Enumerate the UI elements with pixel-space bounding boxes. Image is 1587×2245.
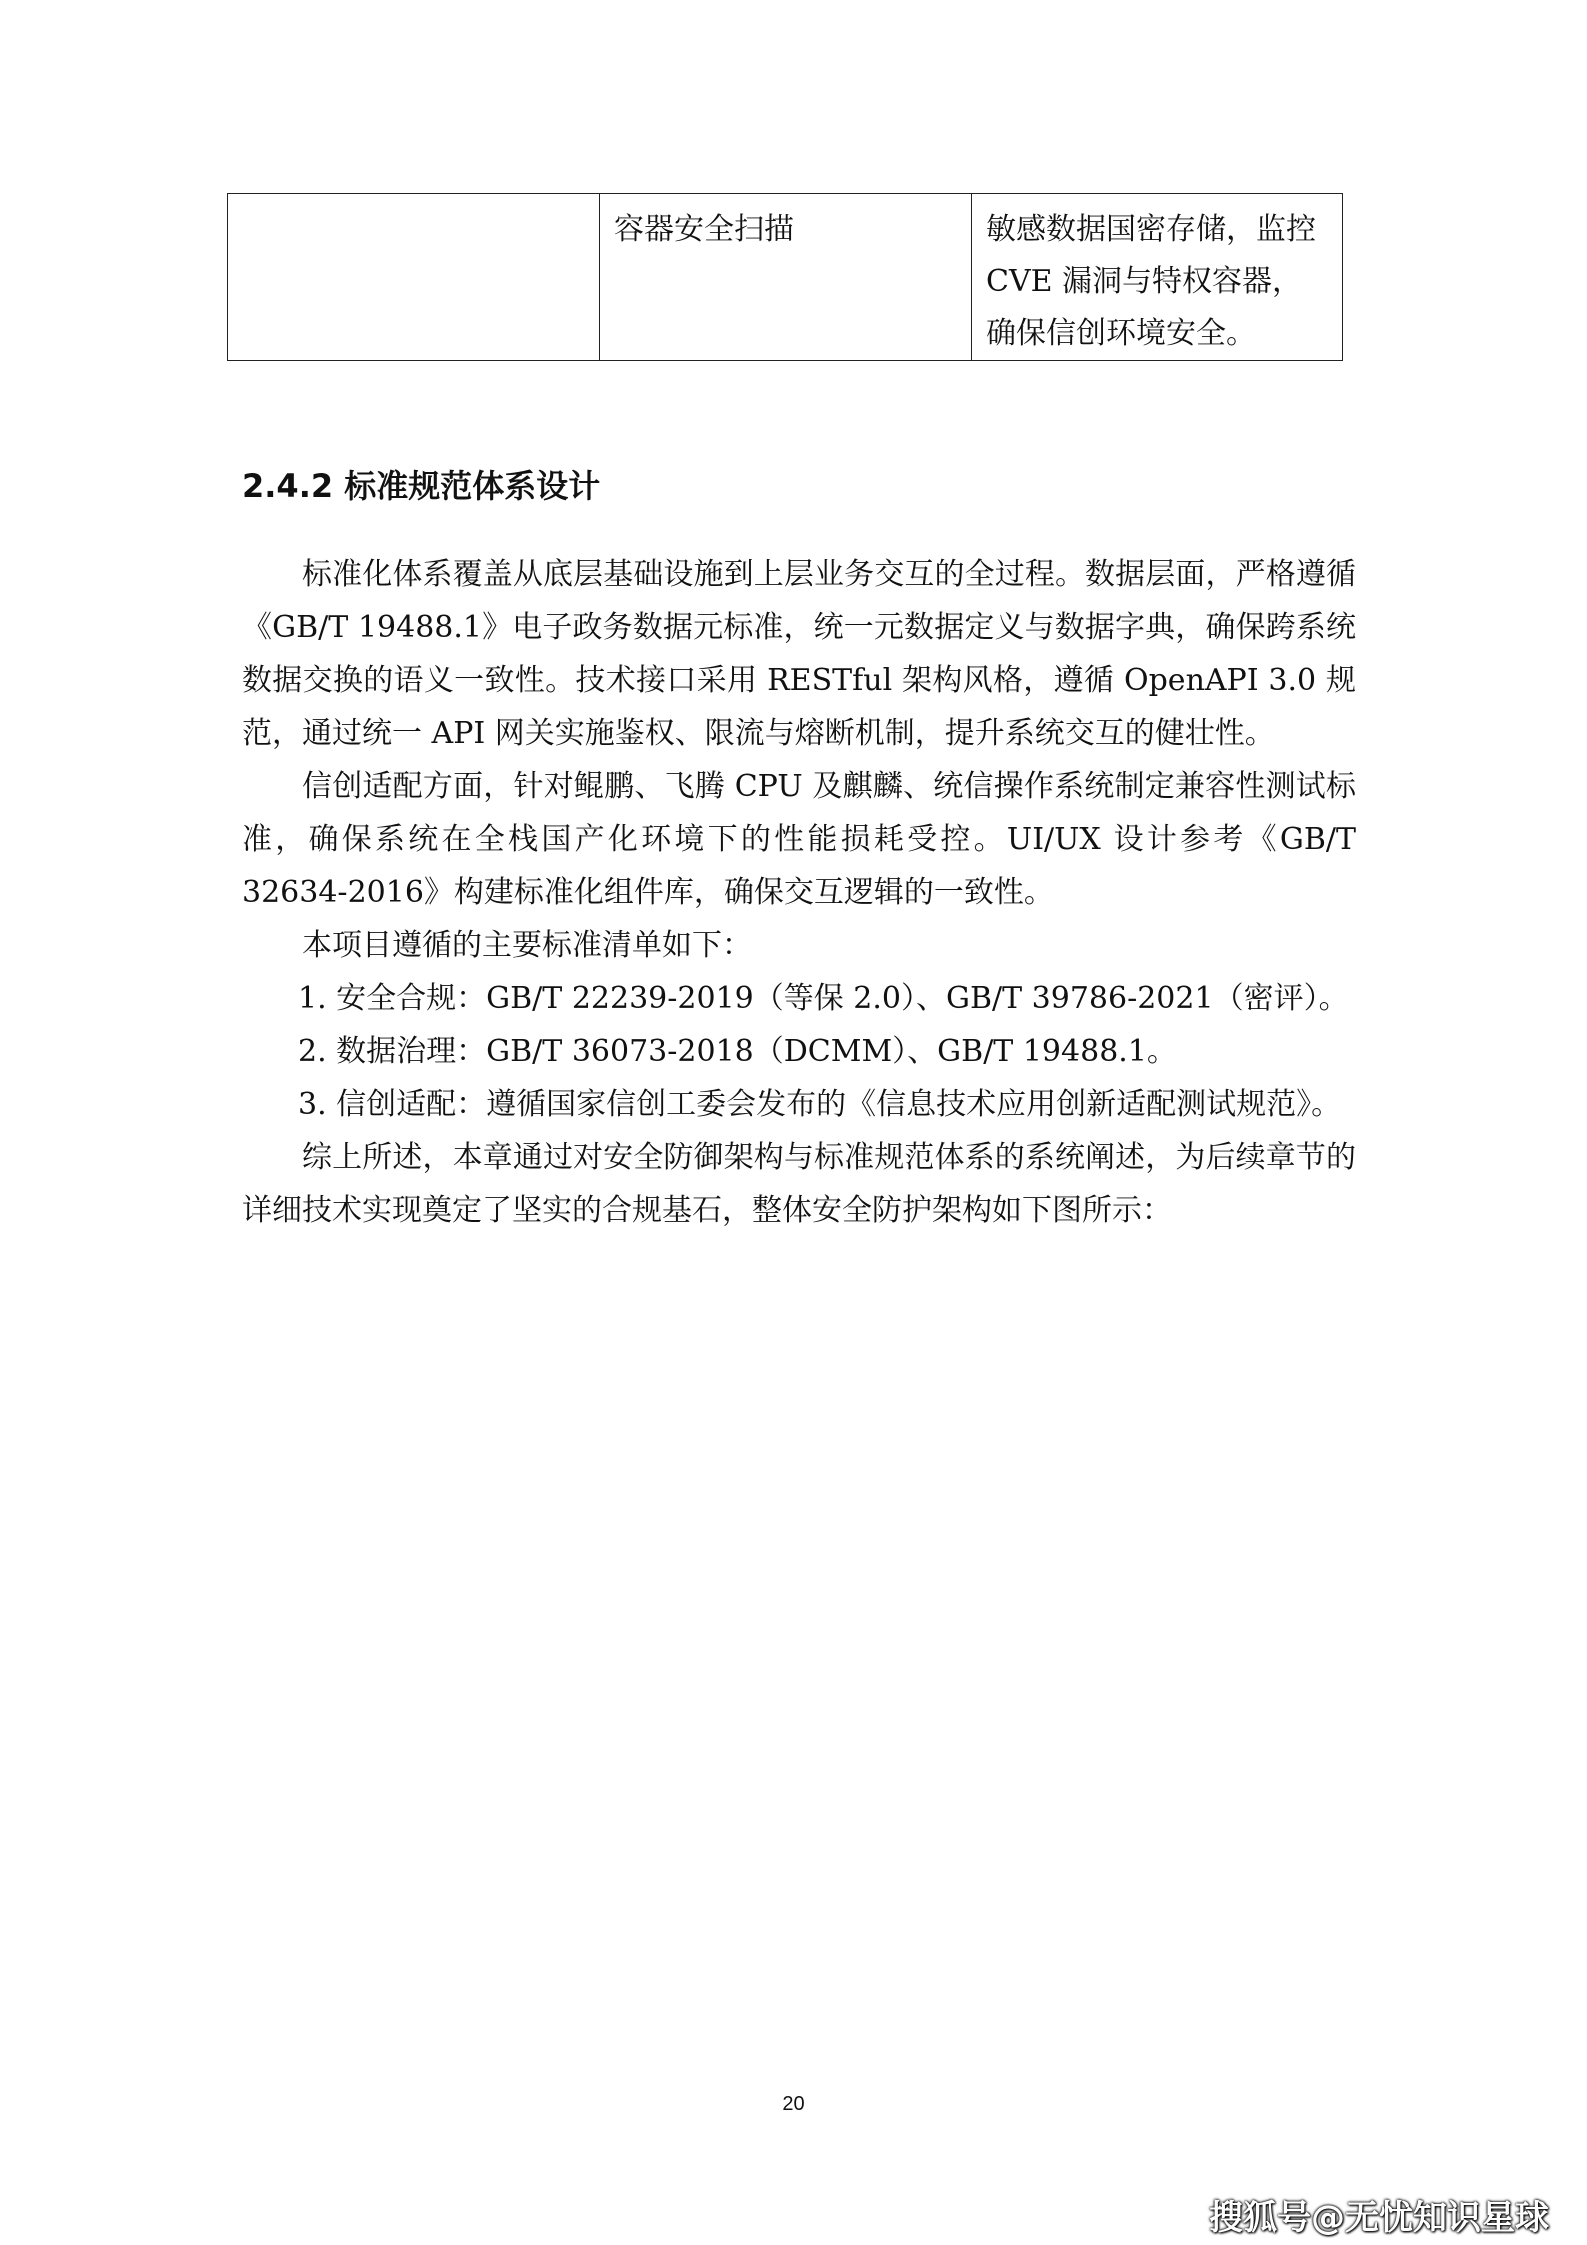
section-heading: 2.4.2 标准规范体系设计: [242, 467, 601, 505]
list-item: 3. 信创适配：遵循国家信创工委会发布的《信息技术应用创新适配测试规范》。: [298, 1087, 1342, 1122]
page-number: 20: [782, 2093, 805, 2115]
list-item: 2. 数据治理：GB/T 36073-2018（DCMM）、GB/T 19488.1。: [298, 1034, 1177, 1069]
table-cell: 容器安全扫描: [600, 194, 972, 361]
paragraph: 信创适配方面，针对鲲鹏、飞腾 CPU 及麒麟、统信操作系统制定兼容性测试标准，确保系统在全栈国产化环境下的性能损耗受控。UI/UX 设计参考《GB/T 32634-2016》构建标准化组件库，确保交互逻辑的一致性。: [242, 769, 1356, 910]
watermark: 搜狐号@无忧知识星球: [1209, 2198, 1549, 2238]
table-cell: 敏感数据国密存储，监控 CVE 漏洞与特权容器，确保信创环境安全。: [972, 194, 1343, 361]
table-row: [228, 194, 1343, 361]
paragraph: 综上所述，本章通过对安全防御架构与标准规范体系的系统阐述，为后续章节的详细技术实现奠定了坚实的合规基石，整体安全防护架构如下图所示：: [242, 1140, 1356, 1228]
section-body: [242, 548, 1356, 1237]
security-table: [227, 193, 1343, 361]
table-cell: [228, 194, 600, 361]
paragraph: 标准化体系覆盖从底层基础设施到上层业务交互的全过程。数据层面，严格遵循《GB/T 19488.1》电子政务数据元标准，统一元数据定义与数据字典，确保跨系统数据交换的语义一致性。技术接口采用 RESTful 架构风格，遵循 OpenAPI 3.0 规范，通过统一 API 网关实施鉴权、限流与熔断机制，提升系统交互的健壮性。: [242, 557, 1356, 751]
paragraph: 本项目遵循的主要标准清单如下：: [302, 928, 752, 963]
list-item: 1. 安全合规：GB/T 22239-2019（等保 2.0）、GB/T 39786-2021（密评）。: [298, 981, 1349, 1016]
